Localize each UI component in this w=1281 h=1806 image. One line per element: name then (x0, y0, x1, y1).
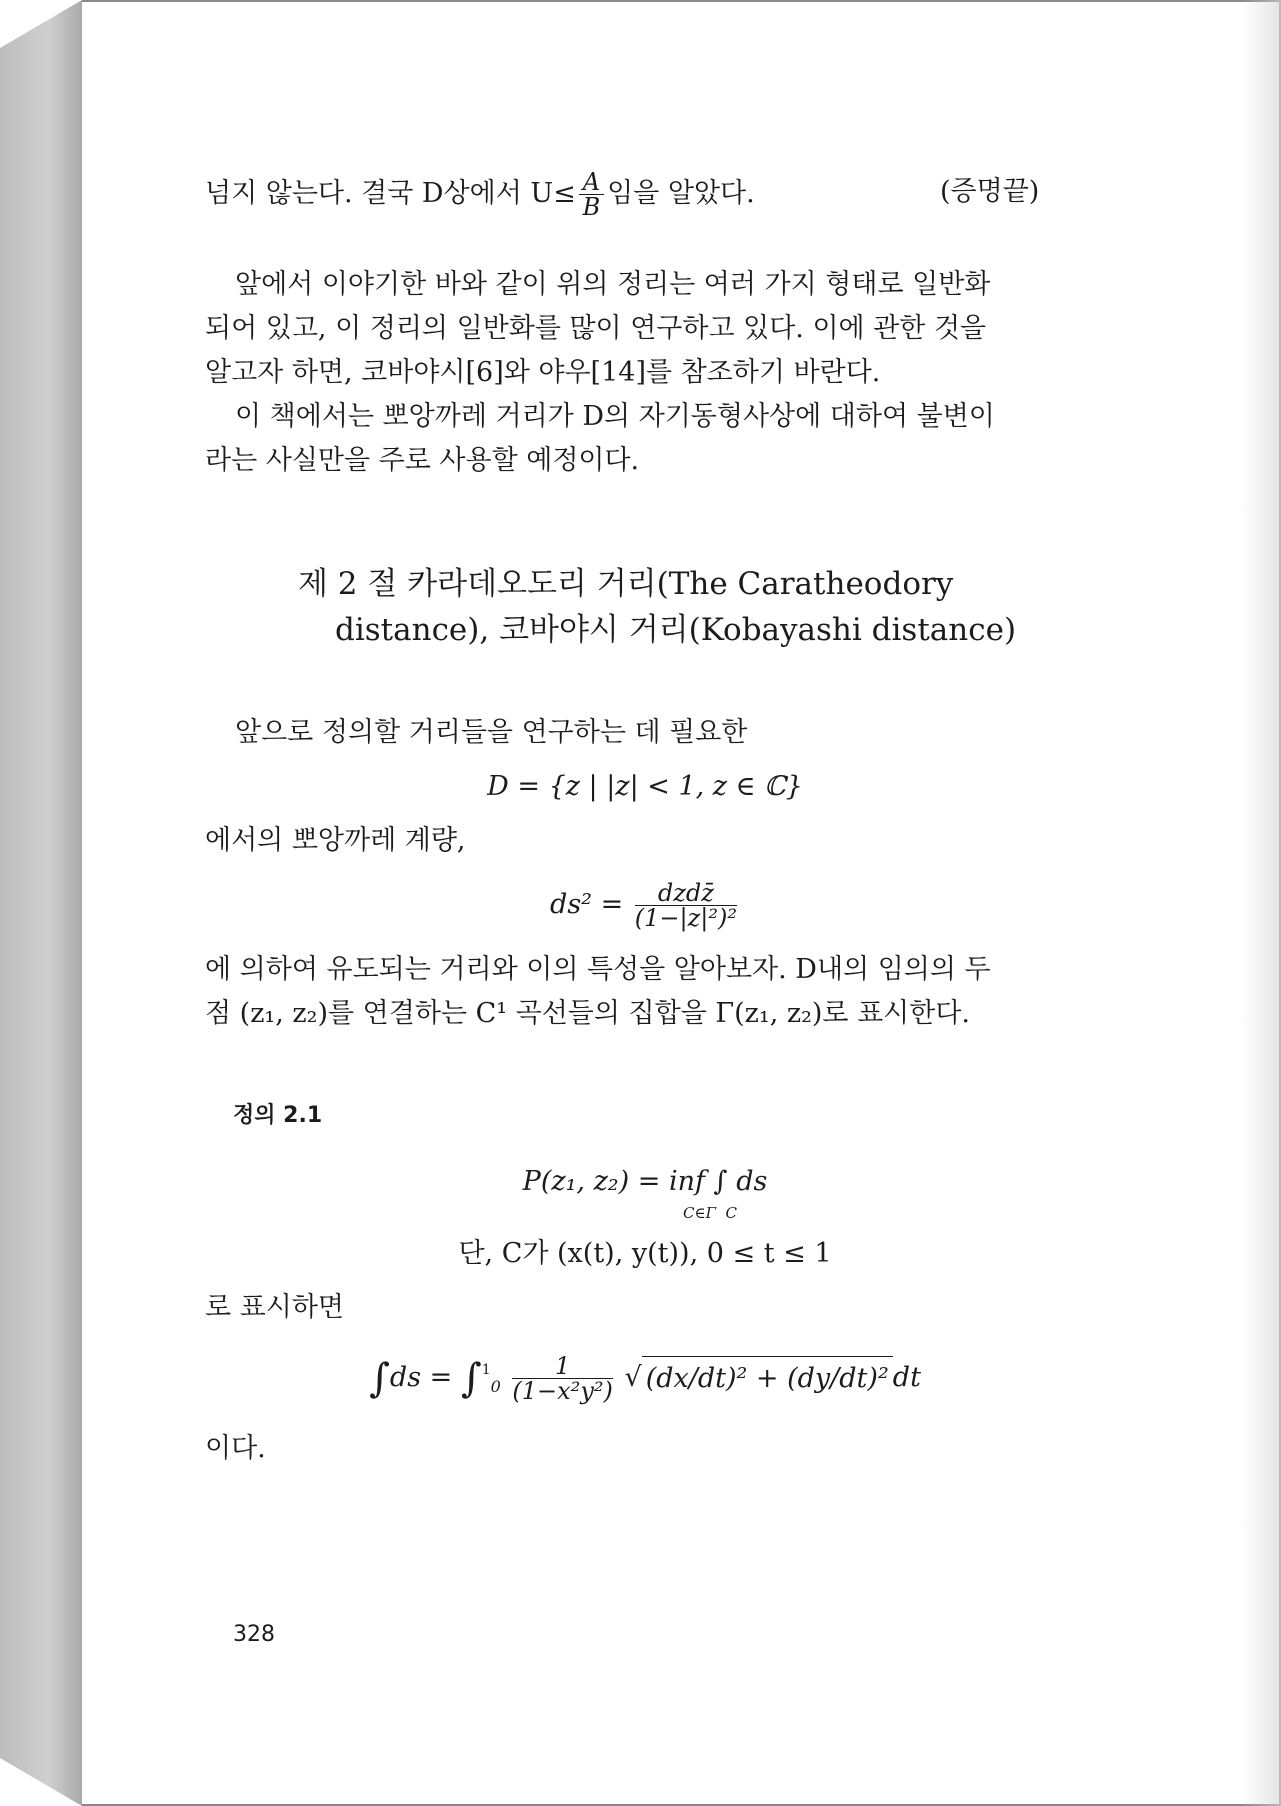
sqrt-symbol: √ (624, 1362, 642, 1393)
fraction-denominator: B (582, 193, 601, 221)
curve-condition: 단, C가 (x(t), y(t)), 0 ≤ t ≤ 1 (458, 1238, 832, 1269)
proof-end-text: 넘지 않는다. 결국 D상에서 U≤ (205, 178, 576, 209)
integral-dt: dt (892, 1362, 921, 1393)
paragraph-line: 에 의하여 유도되는 거리와 이의 특성을 알아보자. D내의 임의의 두 (205, 954, 991, 985)
then-text: 로 표시하면 (205, 1292, 344, 1323)
page-shadow (1241, 0, 1281, 1806)
definition-formula (205, 1160, 1085, 1222)
page-edge-top (82, 0, 1281, 2)
poincare-metric-formula (205, 881, 1085, 930)
paragraph-line: 앞에서 이야기한 바와 같이 위의 정리는 여러 가지 형태로 일반화 (235, 269, 991, 300)
page-content (205, 170, 1085, 1471)
definition-label: 정의 2.1 (233, 1103, 323, 1128)
section-heading (205, 561, 1085, 653)
integral-sign: ∫ (460, 1355, 482, 1402)
distance-formula: P(z₁, z₂) = inf ∫ ds (522, 1166, 768, 1197)
qed-marker: (증명끝) (940, 176, 1040, 207)
integral-lhs: ds = (389, 1362, 453, 1393)
integrand-fraction (512, 1354, 612, 1403)
integral-lower-bound: 0 (490, 1377, 501, 1396)
metric-lhs: ds² = (550, 889, 624, 920)
sqrt-body: (dx/dt)² + (dy/dt)² (642, 1356, 893, 1401)
paragraph-line: 점 (z₁, z₂)를 연결하는 C¹ 곡선들의 집합을 Γ(z₁, z₂)로 표시한다. (205, 998, 971, 1029)
integral-sign: ∫ (369, 1355, 390, 1402)
proof-end-text-tail: 임을 알았다. (607, 178, 755, 209)
metric-fraction (635, 881, 737, 930)
paragraph-generalization (205, 263, 1085, 483)
paragraph-line: 알고자 하면, 코바야시[6]와 야우[14]를 참조하기 바란다. (205, 357, 881, 388)
arc-length-formula (205, 1348, 1085, 1409)
book-spine (0, 0, 84, 1806)
metric-numerator: dzdz̄ (635, 881, 737, 906)
section-heading-line2: distance), 코바야시 거리(Kobayashi distance) (335, 612, 1017, 648)
integral-upper-bound: 1 (481, 1362, 491, 1378)
fraction-a-over-b (579, 170, 604, 219)
intro-line: 앞으로 정의할 거리들을 연구하는 데 필요한 (235, 717, 748, 748)
conclusion-text: 이다. (205, 1433, 266, 1464)
integrand-numerator: 1 (512, 1354, 612, 1379)
page-number: 328 (233, 1622, 275, 1647)
body-text (205, 711, 1085, 1036)
inf-subscript: C∈Γ (682, 1204, 716, 1222)
metric-denominator: (1−|z|²)² (634, 904, 737, 932)
section-heading-line1: 제 2 절 카라데오도리 거리(The Caratheodory (298, 566, 954, 602)
integral-subscript: C (725, 1204, 738, 1222)
paragraph-line: 이 책에서는 뽀앙까레 거리가 D의 자기동형사상에 대하여 불변이 (235, 401, 995, 432)
unit-disk-formula: D = {z | |z| < 1, z ∈ ℂ} (487, 771, 803, 802)
paragraph-line: 되어 있고, 이 정리의 일반화를 많이 연구하고 있다. 이에 관한 것을 (205, 313, 987, 344)
fraction-numerator: A (579, 170, 604, 195)
paragraph-line: 라는 사실만을 주로 사용할 예정이다. (205, 445, 640, 476)
metric-intro-line: 에서의 뽀앙까레 계량, (205, 825, 466, 856)
integrand-denominator: (1−x²y²) (512, 1377, 613, 1405)
proof-end-line (205, 170, 1085, 219)
